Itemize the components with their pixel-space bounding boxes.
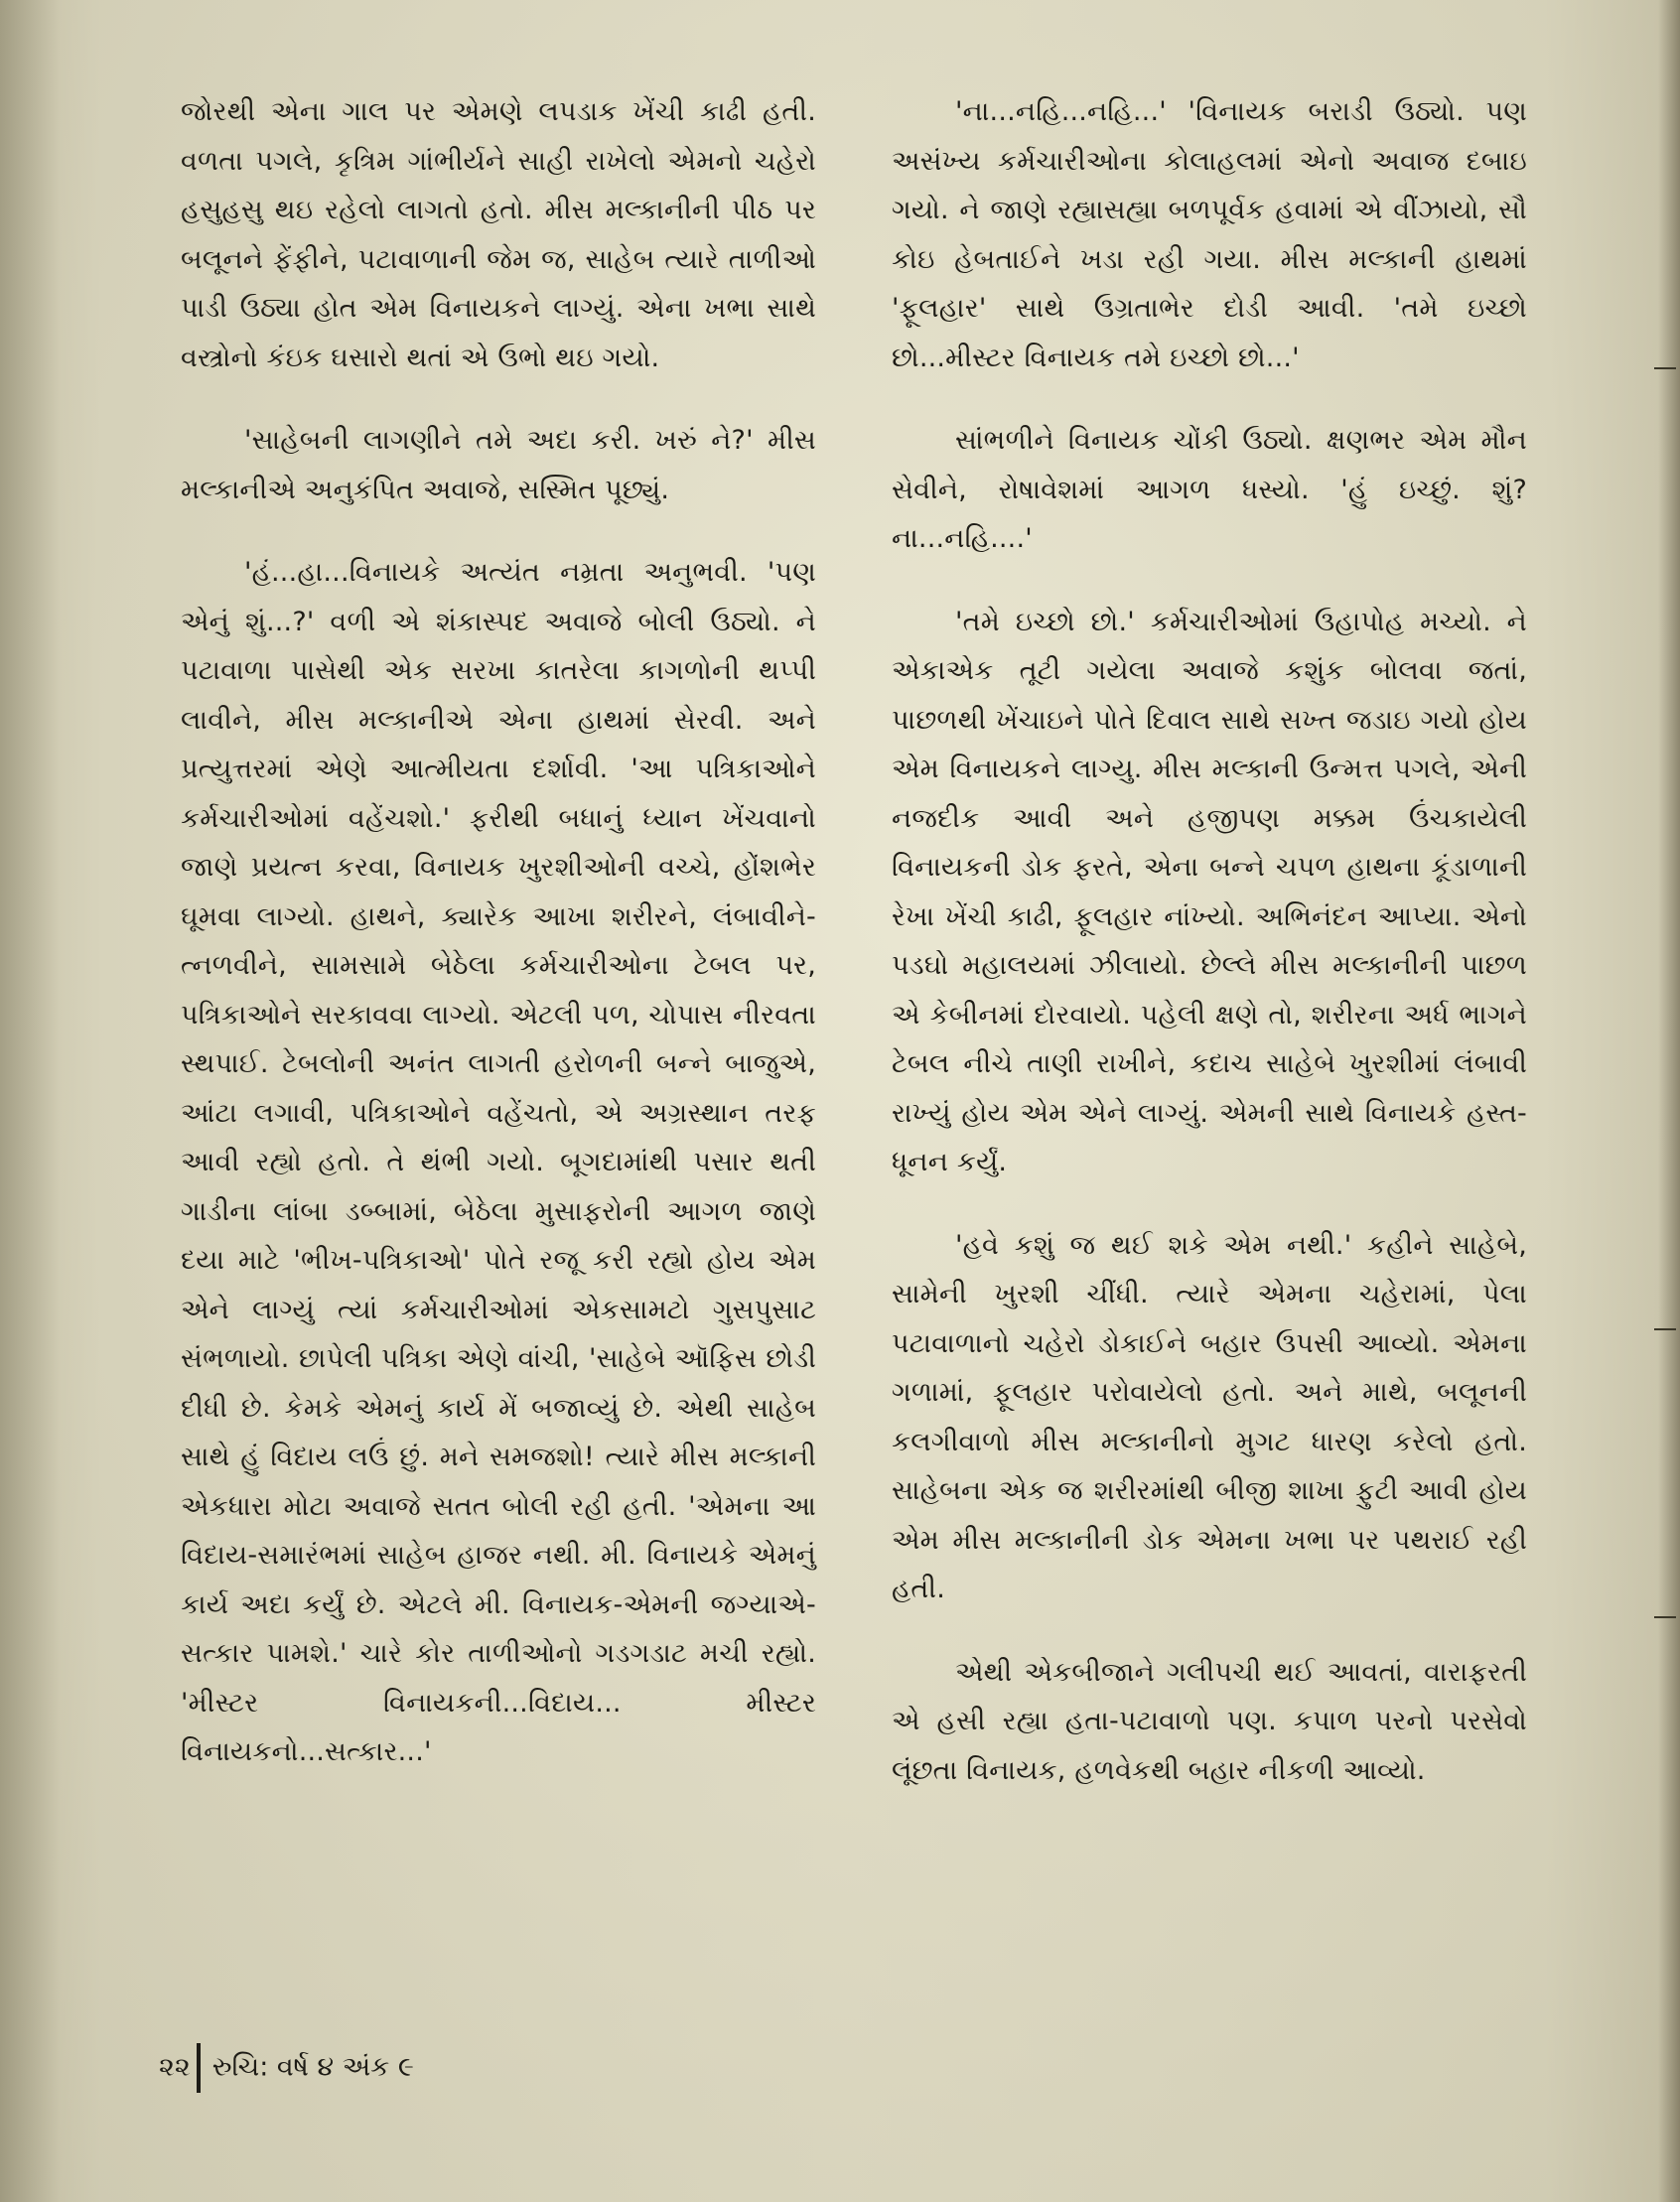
right-paragraph-2: સાંભળીને વિનાયક ચોંકી ઉઠ્યો. ક્ષણભર એમ મૌન સેવીને, રોષાવેશમાં આગળ ધસ્યો. 'હું ઇચ્છું. શું? ના...નહિ....' bbox=[892, 425, 1527, 554]
right-paragraph-5: એથી એકબીજાને ગલીપચી થઈ આવતાં, વારાફરતી એ હસી રહ્યા હતા-પટાવાળો પણ. કપાળ પરનો પરસેવો લૂંછતા વિનાયક, હળવેકથી બહાર નીકળી આવ્યો. bbox=[892, 1656, 1527, 1786]
left-paragraph-1: જોરથી એના ગાલ પર એમણે લપડાક ખેંચી કાઢી હતી. વળતા પગલે, કૃત્રિમ ગાંભીર્યને સાહી રાખેલો એમનો ચહેરો હસુહસુ થઇ રહેલો લાગતો હતો. મીસ મલ્કાનીની પીઠ પર બલૂનને ફેંફીને, પટાવાળાની જેમ જ, સાહેબ ત્યારે તાળીઓ પાડી ઉઠ્યા હોત એમ વિનાયકને લાગ્યું. એના ખભા સાથે વસ્ત્રોનો કંઇક ઘસારો થતાં એ ઉભો થઇ ગયો. bbox=[181, 96, 816, 373]
left-paragraph-3: 'હં...હા...વિનાયકે અત્યંત નમ્રતા અનુભવી. 'પણ એનું શું...?' વળી એ શંકાસ્પદ અવાજે બોલી ઉઠ્યો. ને પટાવાળા પાસેથી એક સરખા કાતરેલા કાગળોની થપ્પી લાવીને, મીસ મલ્કાનીએ એના હાથમાં સેરવી. અને પ્રત્યુત્તરમાં એણે આત્મીયતા દર્શાવી. 'આ પત્રિકાઓને કર્મચારીઓમાં વહેંચશો.' ફરીથી બધાનું ધ્યાન ખેંચવાનો જાણે પ્રયત્ન કરવા, વિનાયક ખુરશીઓની વચ્ચે, હોંશભેર ઘૂમવા લાગ્યો. હાથને, ક્યારેક આખા શરીરને, લંબાવીને-ત્નળવીને, સામસામે બેઠેલા કર્મચારીઓના ટેબલ પર, પત્રિકાઓને સરકાવવા લાગ્યો. એટલી પળ, ચોપાસ નીરવતા સ્થપાઈ. ટેબલોની અનંત લાગતી હરોળની બન્ને બાજુએ, આંટા લગાવી, પત્રિકાઓને વહેંચતો, એ અગ્રસ્થાન તરફ આવી રહ્યો હતો. તે થંભી ગયો. બૂગદામાંથી પસાર થતી ગાડીના લાંબા ડબ્બામાં, બેઠેલા મુસાફરોની આગળ જાણે દયા માટે 'ભીખ-પત્રિકાઓ' પોતે રજૂ કરી રહ્યો હોય એમ એને લાગ્યું ત્યાં કર્મચારીઓમાં એકસામટો ગુસપુસાટ સંભળાયો. છાપેલી પત્રિકા એણે વાંચી, 'સાહેબે ઑફિસ છોડી દીધી છે. કેમકે એમનું કાર્ય મેં બજાવ્યું છે. એથી સાહેબ સાથે હું વિદાય લઉં છું. મને સમજશો! ત્યારે મીસ મલ્કાની એકધારા મોટા અવાજે સતત બોલી રહી હતી. 'એમના આ વિદાય-સમારંભમાં સાહેબ હાજર નથી. મી. વિનાયકે એમનું કાર્ય અદા કર્યું છે. એટલે મી. વિનાયક-એમની જગ્યાએ-સત્કાર પામશે.' ચારે કોર તાળીઓનો ગડગડાટ મચી રહ્યો. 'મીસ્ટર વિનાયકની...વિદાય... મીસ્ટર વિનાયકનો...સત્કાર...' bbox=[181, 557, 816, 1767]
magazine-issue: રુચિ: વર્ષ ૪ અંક ૯ bbox=[211, 2051, 414, 2083]
binding-shadow bbox=[0, 0, 60, 2202]
left-column bbox=[181, 87, 816, 1777]
page-edge-shadow bbox=[1658, 0, 1680, 2202]
margin-mark bbox=[1654, 1616, 1676, 1618]
page-footer bbox=[159, 2043, 414, 2093]
left-paragraph-2: 'સાહેબની લાગણીને તમે અદા કરી. ખરું ને?' મીસ મલ્કાનીએ અનુકંપિત અવાજે, સસ્મિત પૂછ્યું. bbox=[181, 425, 816, 505]
right-paragraph-3: 'તમે ઇચ્છો છો.' કર્મચારીઓમાં ઉહાપોહ મચ્યો. ને એકાએક તૂટી ગયેલા અવાજે કશુંક બોલવા જતાં, પાછળથી ખેંચાઇને પોતે દિવાલ સાથે સખ્ત જડાઇ ગયો હોય એમ વિનાયકને લાગ્યુ. મીસ મલ્કાની ઉન્મત્ત પગલે, એની નજદીક આવી અને હજીપણ મક્કમ ઉંચકાયેલી વિનાયકની ડોક ફરતે, એના બન્ને ચપળ હાથના કૂંડાળાની રેખા ખેંચી કાઢી, ફૂલહાર નાંખ્યો. અભિનંદન આપ્યા. એનો પડઘો મહાલયમાં ઝીલાયો. છેલ્લે મીસ મલ્કાનીની પાછળ એ કેબીનમાં દોરવાયો. પહેલી ક્ષણે તો, શરીરના અર્ધ ભાગને ટેબલ નીચે તાણી રાખીને, કદાચ સાહેબે ખુરશીમાં લંબાવી રાખ્યું હોય એમ એને લાગ્યું. એમની સાથે વિનાયકે હસ્ત-ધૂનન કર્યું. bbox=[892, 606, 1527, 1177]
page-number: ૨૨ bbox=[159, 2051, 191, 2083]
margin-mark bbox=[1654, 367, 1676, 369]
right-paragraph-1: 'ના...નહિ...નહિ...' 'વિનાયક બરાડી ઉઠ્યો. પણ અસંખ્ય કર્મચારીઓના કોલાહલમાં એનો અવાજ દબાઇ ગયો. ને જાણે રહ્યાસહ્યા બળપૂર્વક હવામાં એ વીંઝાયો, સૌ કોઇ હેબતાઈને ખડા રહી ગયા. મીસ મલ્કાની હાથમાં 'ફૂલહાર' સાથે ઉગ્રતાભેર દોડી આવી. 'તમે ઇચ્છો છો...મીસ્ટર વિનાયક તમે ઇચ્છો છો...' bbox=[892, 96, 1527, 373]
right-column bbox=[892, 87, 1527, 1795]
right-paragraph-4: 'હવે કશું જ થઈ શકે એમ નથી.' કહીને સાહેબે, સામેની ખુરશી ચીંધી. ત્યારે એમના ચહેરામાં, પેલા પટાવાળાનો ચહેરો ડોકાઈને બહાર ઉપસી આવ્યો. એમના ગળામાં, ફૂલહાર પરોવાયેલો હતો. અને માથે, બલૂનની કલગીવાળો મીસ મલ્કાનીનો મુગટ ધારણ કરેલો હતો. સાહેબના એક જ શરીરમાંથી બીજી શાખા ફુટી આવી હોય એમ મીસ મલ્કાનીની ડોક એમના ખભા પર પથરાઈ રહી હતી. bbox=[892, 1229, 1527, 1604]
margin-mark bbox=[1654, 1328, 1676, 1330]
footer-divider bbox=[197, 2043, 201, 2093]
